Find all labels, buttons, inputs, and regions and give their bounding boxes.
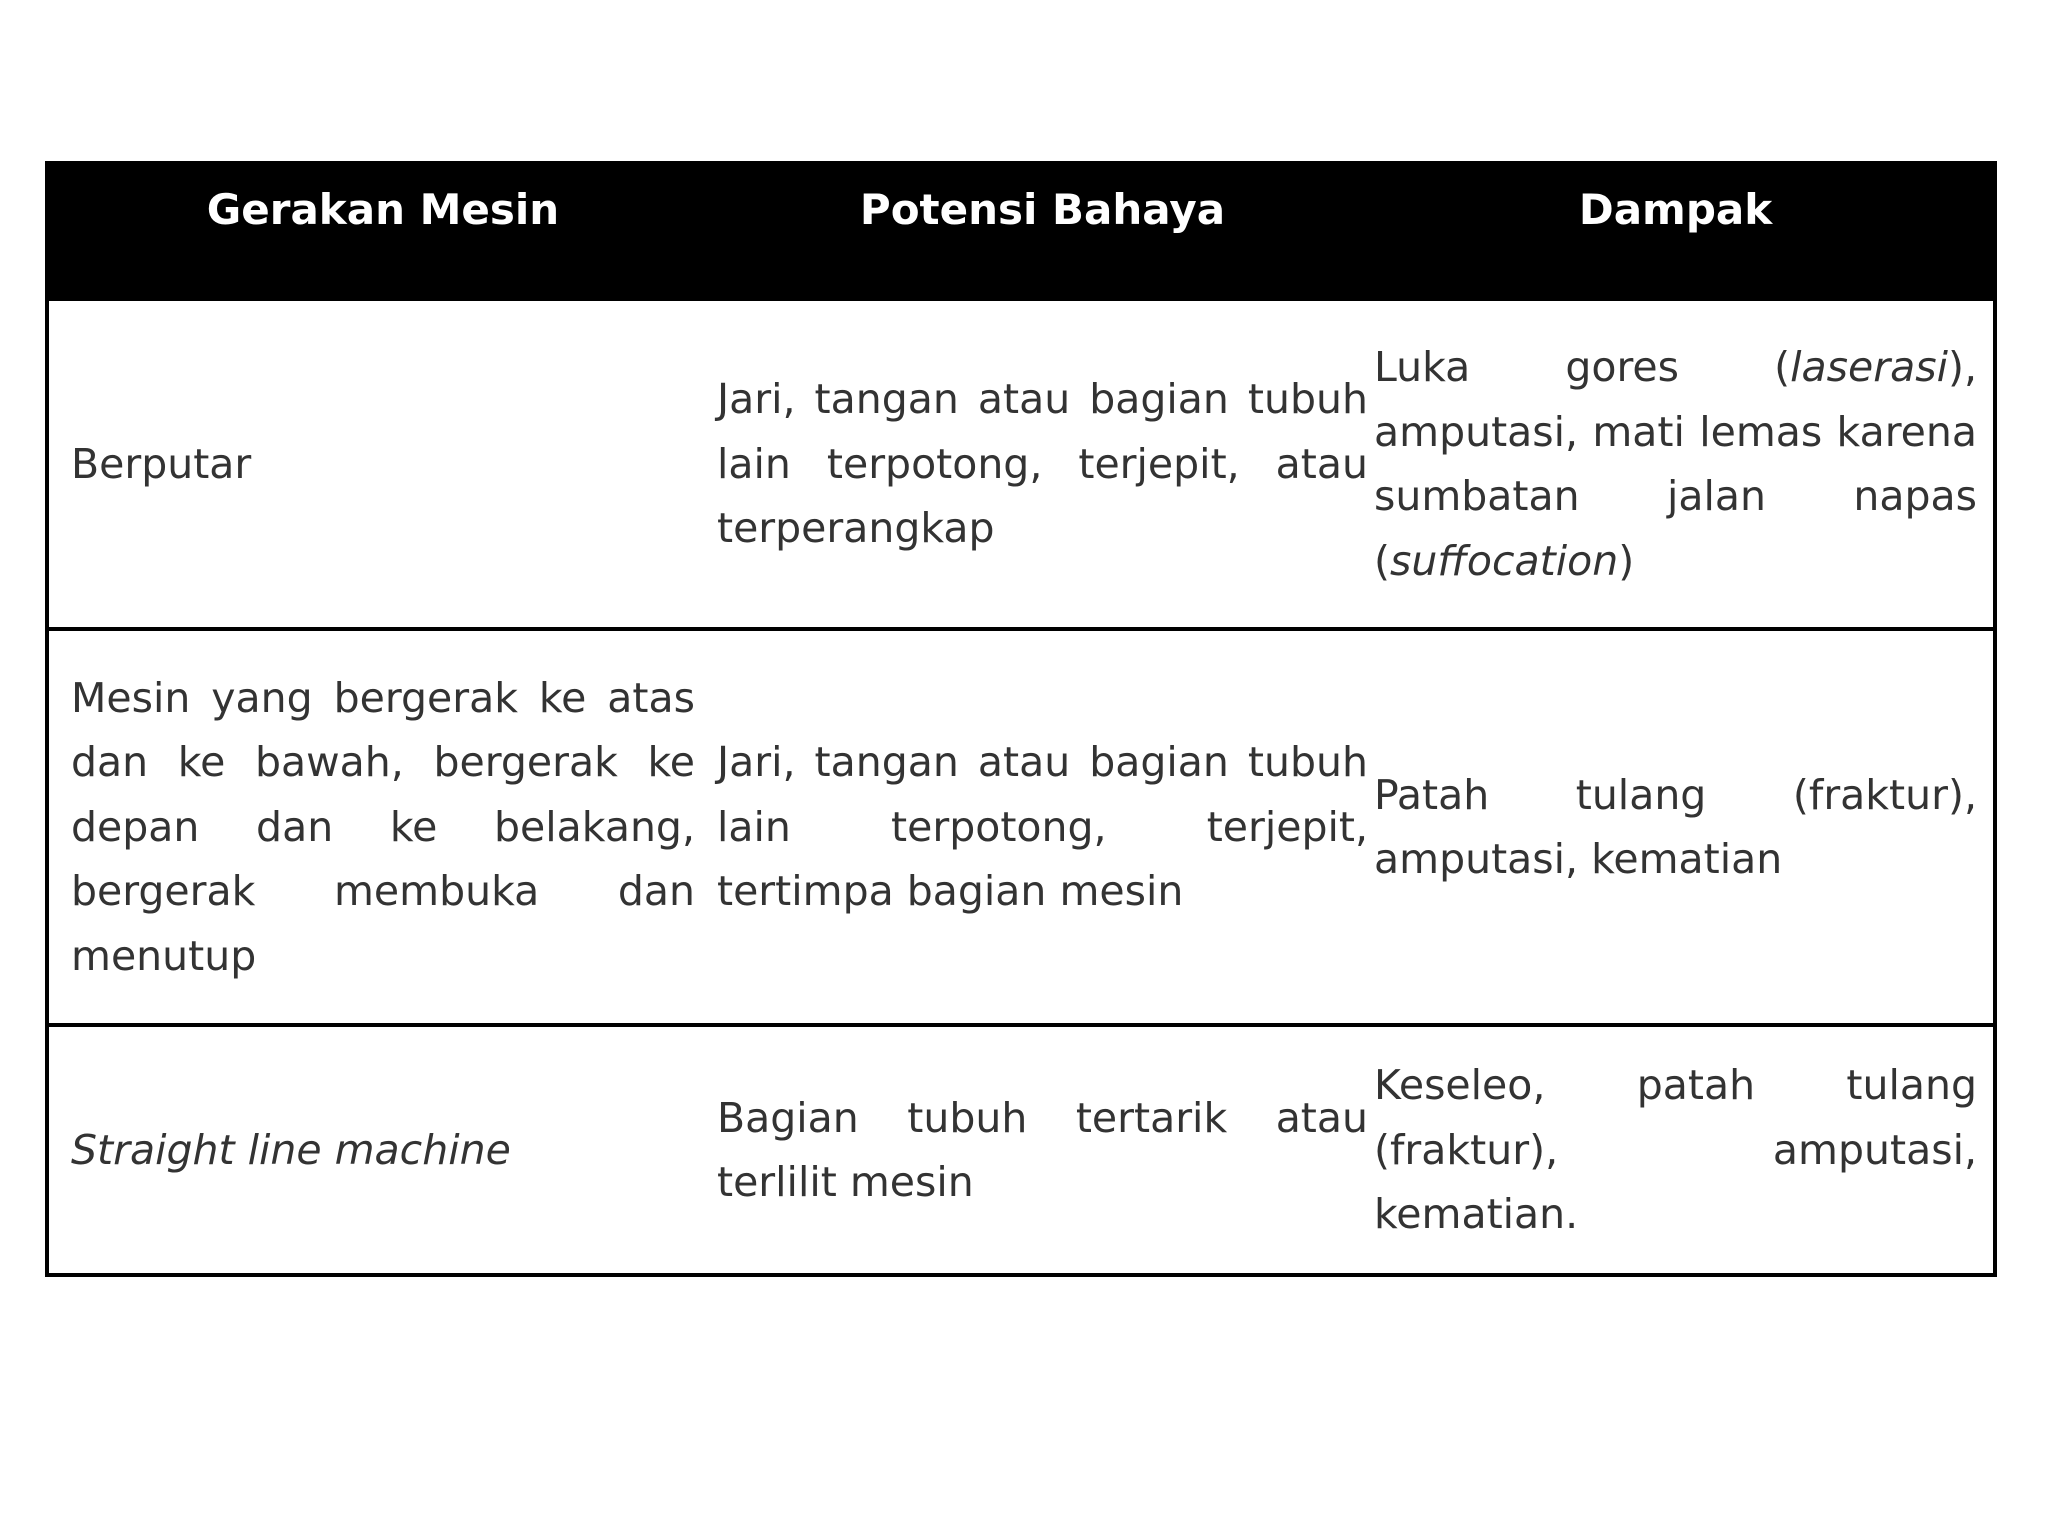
cell-gerakan: Berputar <box>71 439 252 488</box>
cell-dampak: Luka gores (laserasi), amputasi, mati lemas karena sumbatan jalan napas (suffocation) <box>1374 343 1977 585</box>
table-row <box>49 1023 1993 1273</box>
cell-potensi-bahaya: Jari, tangan atau bagian tubuh lain terpotong, terjepit, tertimpa bagian mesin <box>717 738 1368 916</box>
hazard-table <box>45 161 1997 1277</box>
table-row <box>49 301 1993 627</box>
cell-dampak: Keseleo, patah tulang (fraktur), amputasi, kematian. <box>1374 1061 1977 1239</box>
table-header <box>49 165 1993 301</box>
cell-gerakan: Mesin yang bergerak ke atas dan ke bawah, bergerak ke depan dan ke belakang, bergerak membuka dan menutup <box>71 673 695 980</box>
header-dampak: Dampak <box>1578 185 1773 234</box>
cell-potensi-bahaya: Bagian tubuh tertarik atau terlilit mesin <box>717 1093 1368 1206</box>
header-gerakan-mesin: Gerakan Mesin <box>206 185 560 234</box>
header-potensi-bahaya: Potensi Bahaya <box>859 185 1226 234</box>
table-row <box>49 627 1993 1023</box>
cell-dampak: Patah tulang (fraktur), amputasi, kematian <box>1374 770 1977 883</box>
cell-gerakan: Straight line machine <box>71 1125 511 1174</box>
cell-potensi-bahaya: Jari, tangan atau bagian tubuh lain terpotong, terjepit, atau terperangkap <box>717 375 1368 553</box>
